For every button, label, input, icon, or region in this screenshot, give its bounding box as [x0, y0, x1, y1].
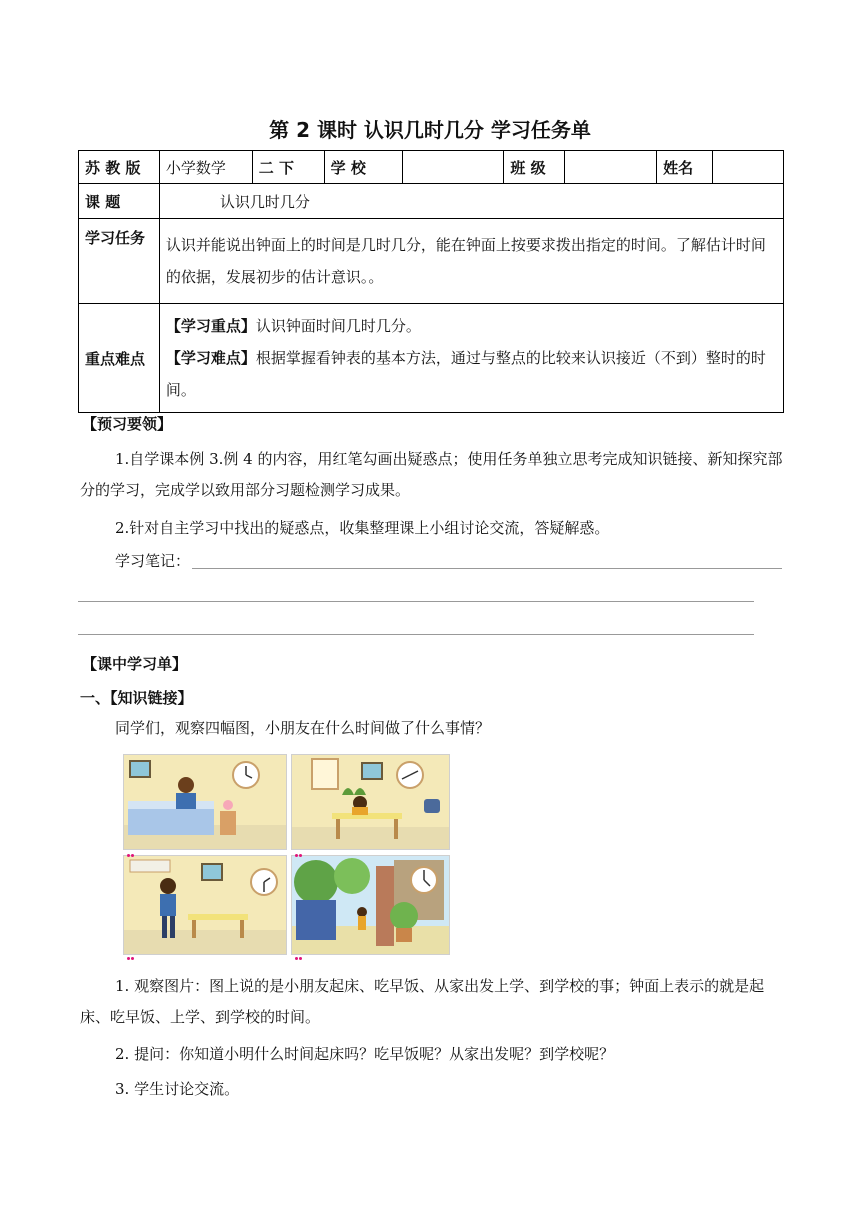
- difficulty-tag: 【学习难点】: [165, 349, 256, 367]
- notes-line-3[interactable]: [78, 634, 754, 635]
- school-field[interactable]: [402, 151, 504, 184]
- key-label: 重点难点: [79, 304, 160, 413]
- picture-breakfast: [291, 754, 450, 850]
- key-point-line: [166, 310, 777, 342]
- picture-2-marker: [295, 842, 305, 848]
- picture-wake-up: [123, 754, 287, 850]
- publisher-cell: 苏 教 版: [79, 151, 160, 184]
- preview-item-2: 2.针对自主学习中找出的疑惑点，收集整理课上小组讨论交流，答疑解惑。: [115, 519, 610, 537]
- difficulty-text: 根据掌握看钟表的基本方法，通过与整点的比较来认识接近（不到）整时的时间。: [165, 349, 766, 399]
- key-content: [159, 304, 783, 413]
- difficulty-line: [166, 342, 777, 406]
- notes-label: 学习笔记：: [115, 552, 191, 570]
- subject-cell: 小学数学: [159, 151, 252, 184]
- preview-item-1: 1.自学课本例 3.例 4 的内容，用红笔勾画出疑惑点；使用任务单独立思考完成知识链接、新知探究部分的学习，完成学以致用部分习题检测学习成果。: [80, 450, 783, 499]
- topic-label: 课 题: [79, 184, 160, 219]
- knowledge-link-heading: 一、【知识链接】: [80, 689, 193, 707]
- picture-3-marker: [127, 945, 137, 951]
- picture-1-marker: [127, 842, 137, 848]
- key-point-tag: 【学习重点】: [165, 317, 256, 335]
- preview-heading: 【预习要领】: [82, 415, 173, 433]
- task-label: 学习任务: [79, 219, 160, 304]
- name-label: 姓名: [657, 151, 713, 184]
- class-label: 班 级: [504, 151, 565, 184]
- step-1: 1. 观察图片：图上说的是小朋友起床、吃早饭、从家出发上学、到学校的事；钟面上表示的就是起床、吃早饭、上学、到学校的时间。: [80, 977, 765, 1026]
- name-field[interactable]: [713, 151, 784, 184]
- topic-value: 认识几时几分: [159, 184, 783, 219]
- picture-4-marker: [295, 945, 305, 951]
- intro-text: 同学们，观察四幅图，小朋友在什么时间做了什么事情？: [115, 719, 491, 737]
- picture-arrive-school: [291, 855, 450, 955]
- lesson-heading: 【课中学习单】: [82, 655, 188, 673]
- notes-line-2[interactable]: [78, 601, 754, 602]
- key-point-text: 认识钟面时间几时几分。: [255, 317, 421, 335]
- page-title: 第 2 课时 认识几时几分 学习任务单: [269, 118, 591, 142]
- info-table: [78, 150, 784, 413]
- class-field[interactable]: [565, 151, 657, 184]
- step-3: 3. 学生讨论交流。: [115, 1080, 240, 1098]
- picture-leaving-home: [123, 855, 287, 955]
- step-2: 2. 提问：你知道小明什么时间起床吗？吃早饭呢？从家出发呢？到学校呢？: [115, 1045, 615, 1063]
- school-label: 学 校: [324, 151, 402, 184]
- task-value: 认识并能说出钟面上的时间是几时几分，能在钟面上按要求拨出指定的时间。了解估计时间的依据，发展初步的估计意识。。: [159, 219, 783, 304]
- notes-line-1[interactable]: [192, 568, 782, 569]
- grade-cell: 二 下: [252, 151, 324, 184]
